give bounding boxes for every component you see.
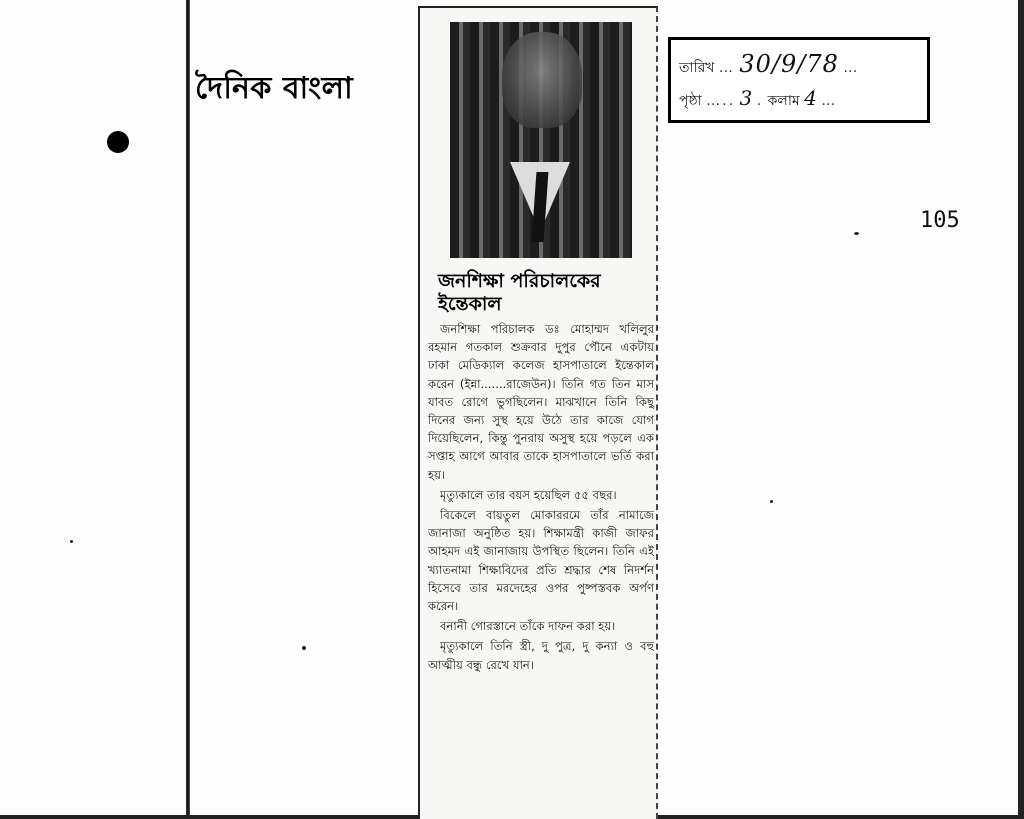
column-value: 4	[804, 86, 817, 110]
dotted-leader: .	[756, 93, 764, 109]
catalog-page-row	[679, 86, 837, 113]
date-label: তারিখ	[679, 60, 715, 76]
dotted-leader: …	[718, 60, 735, 76]
dotted-leader: …	[821, 93, 838, 109]
newspaper-clipping	[418, 6, 658, 819]
scan-speck	[770, 500, 773, 503]
article-paragraph: বিকেলে বায়তুল মোকাররমে তাঁর নামাজে জানাজা অনুষ্ঠিত হয়। শিক্ষামন্ত্রী কাজী জাফর আহমদ এই জানাজায় উপস্থিত ছিলেন। তিনি এই খ্যাতনামা শিক্ষাবিদের প্রতি শ্রদ্ধার শেষ নিদর্শন হিসেবে তার মরদেহের ওপর পুষ্পস্তবক অর্পণ করেন।	[428, 508, 654, 614]
article-body	[428, 320, 654, 676]
page-value: 3	[739, 86, 753, 110]
punch-hole	[107, 131, 129, 153]
scan-speck	[854, 232, 859, 235]
scan-edge-right	[1018, 0, 1024, 819]
dotted-leader: …	[843, 60, 860, 76]
page-label: পৃষ্ঠা	[679, 93, 702, 109]
newspaper-name: দৈনিক বাংলা	[195, 71, 354, 106]
column-label: কলাম	[767, 93, 800, 109]
catalog-date-row	[679, 50, 859, 80]
article-paragraph: মৃত্যুকালে তিনি স্ত্রী, দু পুত্র, দু কন্যা ও বহু আত্মীয় বন্ধু রেখে যান।	[428, 639, 654, 672]
archive-page-number: 105	[920, 208, 960, 233]
scan-speck	[302, 646, 306, 650]
dotted-leader: …..	[706, 93, 736, 109]
date-value: 30/9/78	[739, 50, 839, 78]
catalog-stamp-box	[668, 37, 930, 123]
portrait-face-shape	[502, 32, 582, 128]
article-headline: জনশিক্ষা পরিচালকের ইন্তেকাল	[438, 270, 601, 315]
scan-speck	[70, 540, 73, 543]
article-paragraph: বনানী গোরস্তানে তাঁকে দাফন করা হয়।	[440, 619, 616, 634]
article-paragraph: মৃত্যুকালে তার বয়স হয়েছিল ৫৫ বছর।	[440, 487, 617, 502]
article-paragraph: জনশিক্ষা পরিচালক ডঃ মোহাম্মদ খলিলুর রহমান গতকাল শুক্রবার দুপুর পৌনে একটায় ঢাকা মেডিক্যাল কলেজ হাসপাতালে ইন্তেকাল করেন (ইন্না.......রাজেউন)। তিনি গত তিন মাস যাবত রোগে ভুগছিলেন। মাঝখানে তিনি কিছু দিনের জন্য সুস্থ হয়ে উঠে তার কাজে যোগ দিয়েছিলেন, কিন্তু পুনরায় অসুস্থ হয়ে পড়লে এক সপ্তাহ আগে আবার তাকে হাসপাতালে ভর্তি করা হয়।	[428, 322, 654, 482]
binding-fold-line	[186, 0, 190, 819]
portrait-photo	[450, 22, 632, 258]
